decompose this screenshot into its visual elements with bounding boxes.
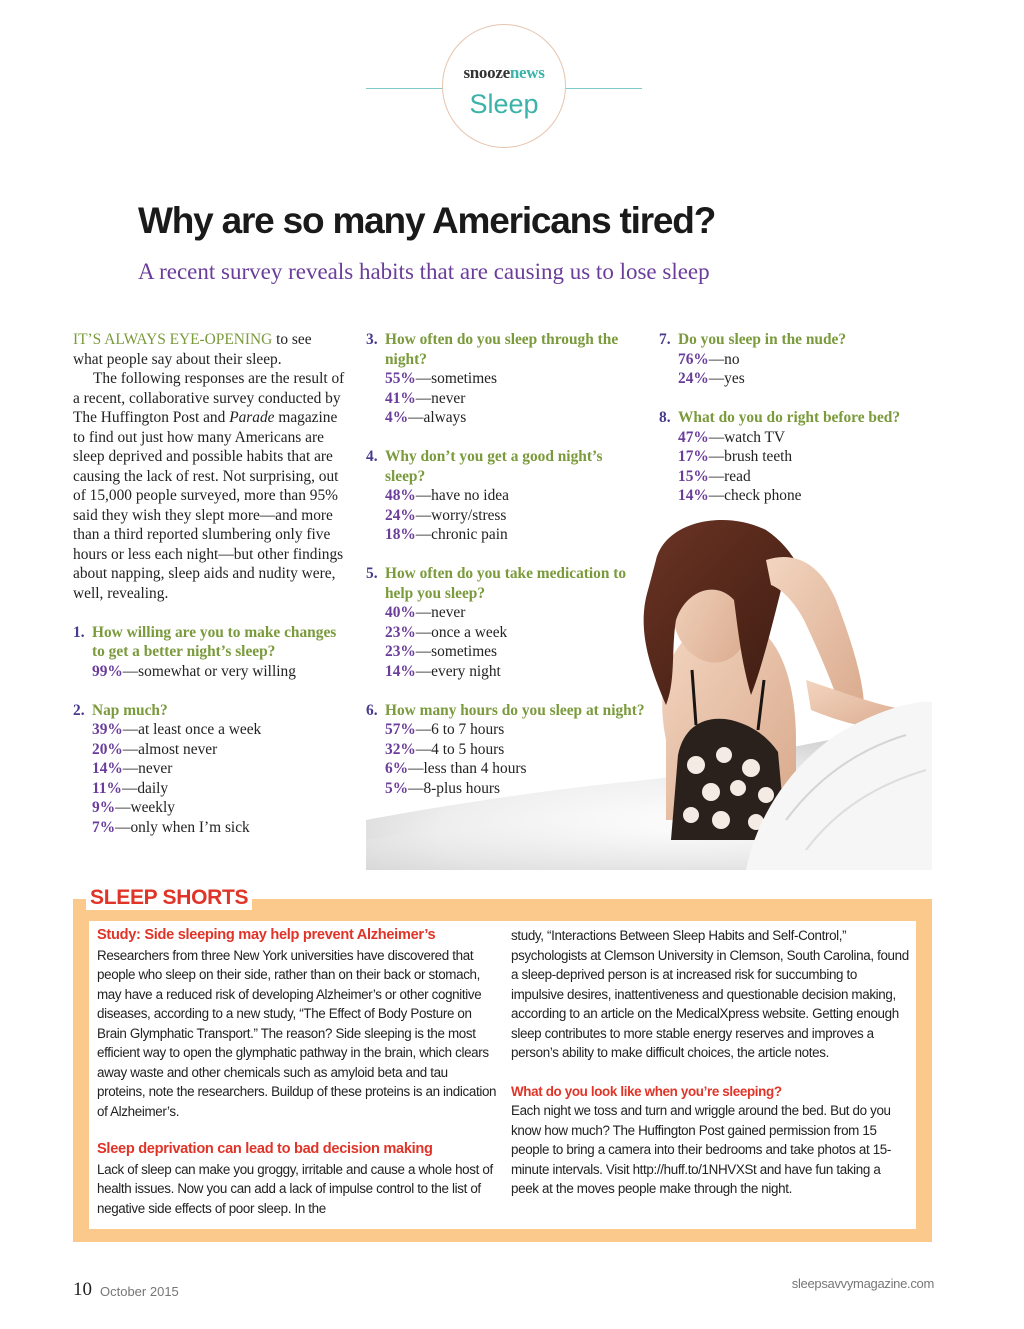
answer-label: —4 to 5 hours xyxy=(415,740,505,758)
answer-label: —have no idea xyxy=(415,487,509,504)
answer-percent: 17% xyxy=(678,448,709,465)
answer-percent: 4% xyxy=(385,409,409,426)
answer-percent: 15% xyxy=(678,467,709,485)
question-heading xyxy=(659,408,939,428)
article-title: Why are so many Americans tired? xyxy=(138,200,716,241)
intro-lead: IT’S ALWAYS EYE-OPENING xyxy=(73,331,273,348)
answer-row xyxy=(73,798,345,818)
answer-row xyxy=(366,369,646,389)
short-1-heading: Study: Side sleeping may help prevent Alzheimer’s xyxy=(97,927,436,943)
answer-percent: 57% xyxy=(385,721,416,738)
answer-row xyxy=(73,818,345,838)
answer-row xyxy=(659,369,939,389)
section-label: Sleep xyxy=(469,89,539,119)
answer-percent: 99% xyxy=(92,662,123,680)
answer-label: —8-plus hours xyxy=(408,779,501,797)
question-3 xyxy=(366,330,646,428)
answer-percent: 32% xyxy=(385,740,416,758)
answer-label: —almost never xyxy=(122,740,218,758)
question-number: 2. xyxy=(73,701,85,719)
question-2 xyxy=(73,701,345,838)
question-text: How willing are you to make changes to get a better night’s sleep? xyxy=(92,623,337,660)
answer-label: —sometimes xyxy=(415,643,498,660)
short-2-heading: Sleep deprivation can lead to bad decision making xyxy=(97,1141,433,1157)
question-heading xyxy=(366,330,646,369)
question-heading xyxy=(366,447,646,486)
answer-percent: 9% xyxy=(92,799,116,816)
answer-row xyxy=(659,486,939,506)
answer-percent: 6% xyxy=(385,760,409,777)
short-1-body: Researchers from three New York universities have discovered that people who sleep on their side, rather than on their back or stomach, may have a reduced risk of developing Alzheimer’s or other cognitive diseases, according to a new study, “The Effect of Body Posture on Brain Glymphatic Transport.” The reason? Side sleeping is the most efficient way to open the glymphatic pathway in the brain, which clears away waste and other chemicals such as amyloid beta and tau proteins, note the researchers. Buildup of these proteins is an indication of Alzheimer’s. xyxy=(97,947,497,1119)
answer-label: —watch TV xyxy=(708,428,786,446)
answer-row xyxy=(366,389,646,409)
answer-percent: 23% xyxy=(385,623,416,641)
question-8 xyxy=(659,408,939,506)
column-1 xyxy=(73,330,345,837)
answer-label: —sometimes xyxy=(415,370,498,387)
question-7 xyxy=(659,330,939,389)
short-2-body-part-1: Lack of sleep can make you groggy, irritable and cause a whole host of health issues. Now you can add a lack of impulse control to the list of negative side effects of poor sleep. In the xyxy=(97,1161,493,1216)
page-number: 10 xyxy=(73,1279,92,1300)
question-text: Do you sleep in the nude? xyxy=(678,331,847,348)
question-text: How many hours do you sleep at night? xyxy=(385,701,645,719)
intro-paragraph-2: The following responses are the result of a recent, collaborative survey conducted by The Huffington Post and Parade magazine to find out just how many Americans are sleep deprived and possible habits that are causing the lack of rest. Not surprising, out of 15,000 people surveyed, more than 95% said they wish they slept more—and more than a third reported slumbering only five hours or less each night—but other findings about napping, sleep aids and nudity were, well, revealing. xyxy=(73,370,345,602)
section-badge xyxy=(442,24,566,148)
answer-row xyxy=(73,779,345,799)
answer-percent: 48% xyxy=(385,487,416,504)
answer-label: —no xyxy=(708,350,740,368)
answer-label: —weekly xyxy=(115,799,175,816)
answer-row xyxy=(73,662,345,682)
sleep-shorts-column-2 xyxy=(511,926,911,1199)
answer-label: —never xyxy=(415,604,466,621)
answer-percent: 47% xyxy=(678,428,709,446)
answer-percent: 18% xyxy=(385,526,416,543)
answer-row xyxy=(659,350,939,370)
answer-percent: 14% xyxy=(92,760,123,777)
website-url[interactable]: sleepsavvymagazine.com xyxy=(791,1276,934,1291)
short-3-body: Each night we toss and turn and wriggle around the bed. But do you know how much? The Huffington Post gained permission from 15 people to bring a camera into their bedrooms and take photos at 15-minute intervals. Visit http://huff.to/1NHVXSt and have fun taking a peek at the moves people make through the night. xyxy=(511,1103,892,1196)
question-1 xyxy=(73,623,345,682)
answer-label: —6 to 7 hours xyxy=(415,721,505,738)
answer-row xyxy=(659,428,939,448)
answer-label: —only when I’m sick xyxy=(115,818,250,836)
question-number: 3. xyxy=(366,331,378,348)
answer-percent: 24% xyxy=(385,506,416,524)
answer-label: —brush teeth xyxy=(708,448,793,465)
answer-row xyxy=(73,720,345,740)
answer-row xyxy=(73,759,345,779)
photo-illustration xyxy=(366,520,932,870)
answer-label: —never xyxy=(415,389,466,407)
question-number: 6. xyxy=(366,701,378,719)
answer-percent: 20% xyxy=(92,740,123,758)
brand-logo: snoozenews xyxy=(463,63,545,82)
answer-percent: 39% xyxy=(92,721,123,738)
answer-percent: 40% xyxy=(385,604,416,621)
answer-label: —worry/stress xyxy=(415,506,507,524)
short-2-body-part-2: study, “Interactions Between Sleep Habits and Self-Control,” psychologists at Clemson University in Clemson, South Carolina, found a sleep-deprived person is at increased risk for succumbing to impulsive desires, inattentiveness and questionable decision making, according to an article on the MedicalXpress website. Getting enough sleep contributes to more stable energy reserves and improves a person’s ability to make difficult choices, the article notes. xyxy=(511,928,909,1060)
answer-label: —chronic pain xyxy=(415,526,508,543)
answer-row xyxy=(659,467,939,487)
answer-row xyxy=(366,486,646,506)
answer-percent: 23% xyxy=(385,643,416,660)
question-number: 5. xyxy=(366,565,378,582)
question-text: How often do you take medication to help you sleep? xyxy=(385,565,627,602)
intro-paragraph: IT’S ALWAYS EYE-OPENING to see what people say about their sleep. xyxy=(73,331,312,368)
answer-label: —always xyxy=(408,409,467,426)
answer-row xyxy=(73,740,345,760)
answer-percent: 14% xyxy=(385,662,416,680)
answer-label: —never xyxy=(122,760,173,777)
answer-label: —every night xyxy=(415,662,501,680)
answer-percent: 76% xyxy=(678,350,709,368)
answer-percent: 55% xyxy=(385,370,416,387)
question-number: 8. xyxy=(659,409,671,426)
question-text: Why don’t you get a good night’s sleep? xyxy=(385,448,603,485)
answer-label: —daily xyxy=(121,779,169,797)
column-3 xyxy=(659,330,939,506)
woman-in-bed-photo xyxy=(366,520,932,870)
article-subtitle: A recent survey reveals habits that are causing us to lose sleep xyxy=(138,259,710,284)
question-heading xyxy=(73,701,345,721)
answer-percent: 14% xyxy=(678,487,709,504)
answer-label: —check phone xyxy=(708,487,802,504)
question-number: 1. xyxy=(73,623,85,641)
answer-percent: 7% xyxy=(92,818,116,836)
question-number: 7. xyxy=(659,331,671,348)
answer-label: —yes xyxy=(708,370,745,387)
short-3-heading: What do you look like when you’re sleeping? xyxy=(511,1083,782,1099)
answer-percent: 24% xyxy=(678,370,709,387)
answer-label: —somewhat or very willing xyxy=(122,662,296,680)
answer-row xyxy=(659,447,939,467)
answer-percent: 11% xyxy=(92,779,122,797)
question-text: How often do you sleep through the night? xyxy=(385,331,619,368)
question-text: What do you do right before bed? xyxy=(678,409,901,426)
question-text: Nap much? xyxy=(92,701,168,719)
answer-percent: 5% xyxy=(385,779,409,797)
answer-label: —less than 4 hours xyxy=(408,760,527,777)
sleep-shorts-title: SLEEP SHORTS xyxy=(86,886,252,910)
sleep-shorts-column-1 xyxy=(97,926,497,1218)
answer-label: —at least once a week xyxy=(122,721,262,738)
question-heading xyxy=(73,623,345,662)
question-number: 4. xyxy=(366,448,378,465)
answer-label: —read xyxy=(708,467,751,485)
question-heading xyxy=(659,330,939,350)
answer-row xyxy=(366,408,646,428)
answer-label: —once a week xyxy=(415,623,508,641)
issue-date: October 2015 xyxy=(100,1284,179,1299)
answer-percent: 41% xyxy=(385,389,416,407)
